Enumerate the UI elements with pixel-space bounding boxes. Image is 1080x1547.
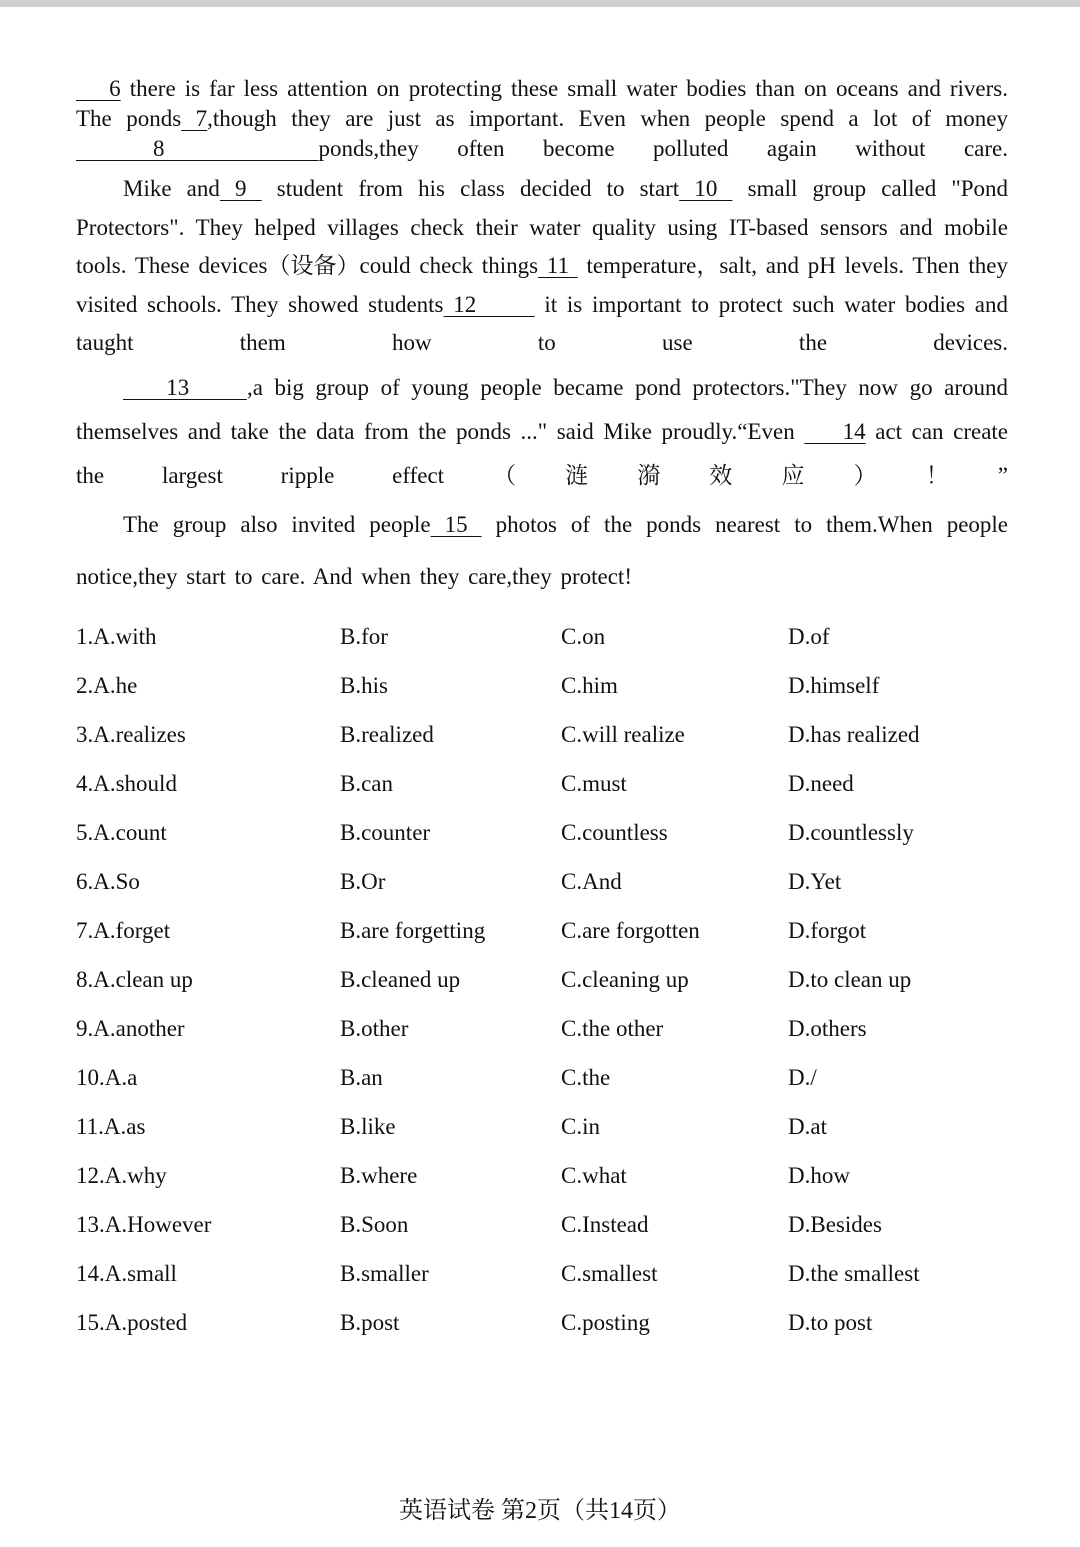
option-c: C.cleaning up <box>561 967 689 992</box>
option-d: D.of <box>788 624 830 649</box>
passage-text: Mike and <box>123 176 220 201</box>
passage-text: small group called "Pond Protectors". They helped villages check their water quality using IT-based sensors and mobile tools. These devices（设备）could check things <box>76 176 1009 278</box>
paragraph-4 <box>76 499 1008 603</box>
option-d: D.to post <box>788 1310 873 1335</box>
passage-text: there is far less attention on protecting these small water bodies than on oceans and rivers. The ponds <box>76 76 1009 131</box>
question-row <box>76 1053 1008 1102</box>
passage-text: ponds,they often become polluted again without care. <box>318 136 1009 161</box>
option-a: 11.A.as <box>76 1114 146 1139</box>
option-a: 5.A.count <box>76 820 167 845</box>
option-a: 13.A.However <box>76 1212 212 1237</box>
option-c: C.Instead <box>561 1212 649 1237</box>
option-c: C.him <box>561 673 618 698</box>
option-a: 15.A.posted <box>76 1310 188 1335</box>
option-c: C.And <box>561 869 622 894</box>
paragraph-3 <box>76 366 1008 498</box>
option-b: B.can <box>340 771 394 796</box>
passage-text: it is important to protect such water bodies and taught them how to use the devices. <box>76 291 1009 355</box>
option-a: 2.A.he <box>76 673 138 698</box>
option-a: 7.A.forget <box>76 918 171 943</box>
option-a: 8.A.clean up <box>76 967 193 992</box>
option-b: B.Or <box>340 869 386 894</box>
passage-text: student from his class decided to start <box>261 176 680 201</box>
option-a: 1.A.with <box>76 624 157 649</box>
option-c: C.are forgotten <box>561 918 700 943</box>
option-a: 9.A.another <box>76 1016 185 1041</box>
answer-blank: 14 <box>804 418 866 444</box>
page-footer: 英语试卷 第2页（共14页） <box>399 1498 681 1524</box>
option-b: B.other <box>340 1016 409 1041</box>
option-d: D.Besides <box>788 1212 882 1237</box>
option-c: C.what <box>561 1163 627 1188</box>
answer-blank: 6 <box>76 76 121 101</box>
question-row <box>76 808 1008 857</box>
option-d: D.forgot <box>788 918 867 943</box>
passage-text: act can create the largest ripple effect（涟漪效应）！” <box>76 418 1009 488</box>
question-row <box>76 661 1008 710</box>
question-row <box>76 906 1008 955</box>
option-d: D./ <box>788 1065 817 1090</box>
option-c: C.countless <box>561 820 668 845</box>
question-row <box>76 612 1008 661</box>
option-b: B.Soon <box>340 1212 409 1237</box>
option-d: D.the smallest <box>788 1261 920 1286</box>
answer-blank: 13 <box>123 374 247 400</box>
option-b: B.counter <box>340 820 431 845</box>
cloze-passage <box>76 74 1008 603</box>
passage-text: photos of the ponds nearest to them.When people notice,they start to care. And when they care,they protect! <box>76 511 1009 589</box>
question-row <box>76 955 1008 1004</box>
answer-blank: 8 <box>76 136 319 161</box>
option-b: B.for <box>340 624 388 649</box>
question-row <box>76 710 1008 759</box>
option-d: D.others <box>788 1016 867 1041</box>
passage-text: ,a big group of young people became pond protectors."They now go around themselves and take the data from the ponds ..." said Mike proudly.“Even <box>76 374 1009 444</box>
option-c: C.will realize <box>561 722 685 747</box>
question-row <box>76 1200 1008 1249</box>
option-d: D.how <box>788 1163 850 1188</box>
option-d: D.countlessly <box>788 820 914 845</box>
paragraph-1 <box>76 74 1008 164</box>
top-edge-strip <box>0 0 1080 7</box>
option-a: 14.A.small <box>76 1261 177 1286</box>
question-row <box>76 1102 1008 1151</box>
question-row <box>76 759 1008 808</box>
option-b: B.like <box>340 1114 396 1139</box>
option-c: C.posting <box>561 1310 650 1335</box>
option-b: B.an <box>340 1065 383 1090</box>
option-d: D.to clean up <box>788 967 912 992</box>
option-a: 10.A.a <box>76 1065 138 1090</box>
passage-text: ,though they are just as important. Even when people spend a lot of money <box>207 106 1008 131</box>
answer-blank: 7 <box>181 106 208 131</box>
option-b: B.post <box>340 1310 400 1335</box>
question-row <box>76 1298 1008 1347</box>
answer-options-list <box>76 612 1008 1347</box>
passage-text: temperature，salt, and pH levels. Then they visited schools. They showed students <box>76 253 1009 317</box>
option-d: D.Yet <box>788 869 842 894</box>
answer-blank: 12 <box>443 291 535 317</box>
option-d: D.has realized <box>788 722 920 747</box>
option-b: B.are forgetting <box>340 918 486 943</box>
option-b: B.realized <box>340 722 434 747</box>
option-a: 12.A.why <box>76 1163 167 1188</box>
option-b: B.where <box>340 1163 418 1188</box>
answer-blank: 11 <box>538 253 578 278</box>
option-b: B.smaller <box>340 1261 429 1286</box>
option-c: C.the other <box>561 1016 664 1041</box>
option-d: D.at <box>788 1114 827 1139</box>
paragraph-2 <box>76 170 1008 363</box>
answer-blank: 9 <box>219 176 262 201</box>
answer-blank: 15 <box>430 511 482 537</box>
option-c: C.smallest <box>561 1261 658 1286</box>
option-d: D.need <box>788 771 854 796</box>
option-a: 4.A.should <box>76 771 177 796</box>
option-a: 6.A.So <box>76 869 140 894</box>
question-row <box>76 1249 1008 1298</box>
answer-blank: 10 <box>679 176 733 201</box>
option-c: C.the <box>561 1065 611 1090</box>
option-b: B.cleaned up <box>340 967 461 992</box>
option-c: C.on <box>561 624 606 649</box>
option-d: D.himself <box>788 673 880 698</box>
option-a: 3.A.realizes <box>76 722 186 747</box>
question-row <box>76 857 1008 906</box>
option-c: C.in <box>561 1114 600 1139</box>
passage-text: The group also invited people <box>123 511 431 537</box>
question-row <box>76 1151 1008 1200</box>
question-row <box>76 1004 1008 1053</box>
option-c: C.must <box>561 771 627 796</box>
option-b: B.his <box>340 673 388 698</box>
